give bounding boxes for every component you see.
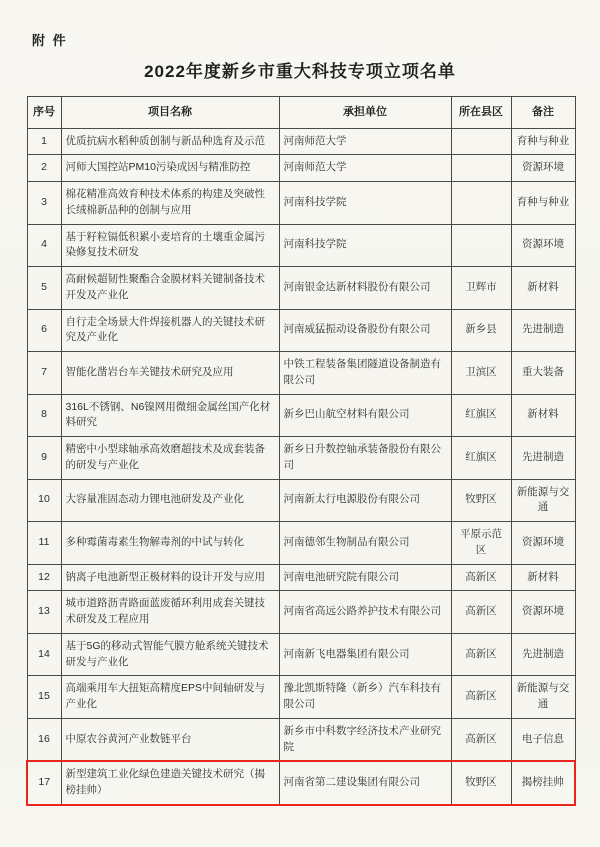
table-row — [27, 437, 575, 480]
project-name: 城市道路沥青路面蓝废循环利用成套关键技术研发及工程应用 — [61, 591, 279, 634]
table-row — [27, 522, 575, 565]
attachment-label: 附 件 — [32, 33, 68, 48]
table-row — [27, 394, 575, 437]
table-row — [27, 676, 575, 719]
district: 高新区 — [451, 633, 511, 676]
table-row — [27, 718, 575, 761]
table-header-row — [27, 97, 575, 129]
project-name: 精密中小型球轴承高效磨超技术及成套装备的研发与产业化 — [61, 437, 279, 480]
table-row — [27, 155, 575, 182]
undertaking-unit: 新乡巴山航空材料有限公司 — [279, 394, 451, 437]
remark: 育种与种业 — [511, 182, 575, 225]
row-number: 13 — [27, 591, 61, 634]
table-row — [27, 591, 575, 634]
table-row — [27, 128, 575, 155]
projects-table — [26, 96, 576, 806]
undertaking-unit: 河南银金达新材料股份有限公司 — [279, 267, 451, 310]
undertaking-unit: 河南新飞电器集团有限公司 — [279, 633, 451, 676]
district: 高新区 — [451, 676, 511, 719]
row-number: 14 — [27, 633, 61, 676]
row-number: 16 — [27, 718, 61, 761]
table-row — [27, 564, 575, 591]
table-row — [27, 352, 575, 395]
undertaking-unit: 新乡市中科数字经济技术产业研究院 — [279, 718, 451, 761]
header-undertaking-unit: 承担单位 — [279, 97, 451, 129]
row-number: 3 — [27, 182, 61, 225]
undertaking-unit: 河南德邻生物制品有限公司 — [279, 522, 451, 565]
row-number: 9 — [27, 437, 61, 480]
remark: 先进制造 — [511, 437, 575, 480]
district: 卫辉市 — [451, 267, 511, 310]
district: 高新区 — [451, 591, 511, 634]
remark: 新材料 — [511, 564, 575, 591]
undertaking-unit: 新乡日升数控轴承装备股份有限公司 — [279, 437, 451, 480]
project-name: 河师大国控站PM10污染成因与精准防控 — [61, 155, 279, 182]
row-number: 4 — [27, 224, 61, 267]
project-name: 钠离子电池新型正极材料的设计开发与应用 — [61, 564, 279, 591]
table-row — [27, 224, 575, 267]
remark: 先进制造 — [511, 633, 575, 676]
table-row — [27, 182, 575, 225]
project-name: 棉花精准高效育种技术体系的构建及突破性长绒棉新品种的创制与应用 — [61, 182, 279, 225]
district: 新乡县 — [451, 309, 511, 352]
remark: 资源环境 — [511, 522, 575, 565]
undertaking-unit: 河南电池研究院有限公司 — [279, 564, 451, 591]
undertaking-unit: 豫北凯斯特隆（新乡）汽车科技有限公司 — [279, 676, 451, 719]
district: 平原示范区 — [451, 522, 511, 565]
undertaking-unit: 河南科技学院 — [279, 224, 451, 267]
row-number: 7 — [27, 352, 61, 395]
project-name: 基于5G的移动式智能气膜方舱系统关键技术研发与产业化 — [61, 633, 279, 676]
project-name: 中原农谷黄河产业数链平台 — [61, 718, 279, 761]
district: 牧野区 — [451, 761, 511, 805]
project-name: 自行走全场景大件焊接机器人的关键技术研究及产业化 — [61, 309, 279, 352]
header-serial-number: 序号 — [27, 97, 61, 129]
undertaking-unit: 河南威猛振动设备股份有限公司 — [279, 309, 451, 352]
project-name: 多种霉菌毒素生物解毒剂的中试与转化 — [61, 522, 279, 565]
district — [451, 224, 511, 267]
remark: 新材料 — [511, 267, 575, 310]
project-name: 基于籽粒镉低积累小麦培育的土壤重金属污染修复技术研发 — [61, 224, 279, 267]
remark: 揭榜挂帅 — [511, 761, 575, 805]
table-row — [27, 309, 575, 352]
remark: 新能源与交通 — [511, 676, 575, 719]
remark: 资源环境 — [511, 155, 575, 182]
remark: 新能源与交通 — [511, 479, 575, 522]
district — [451, 182, 511, 225]
row-number: 12 — [27, 564, 61, 591]
remark: 育种与种业 — [511, 128, 575, 155]
table-row — [27, 479, 575, 522]
district: 牧野区 — [451, 479, 511, 522]
undertaking-unit: 河南省第二建设集团有限公司 — [279, 761, 451, 805]
district: 高新区 — [451, 564, 511, 591]
row-number: 8 — [27, 394, 61, 437]
remark: 先进制造 — [511, 309, 575, 352]
district — [451, 128, 511, 155]
remark: 电子信息 — [511, 718, 575, 761]
table-row — [27, 633, 575, 676]
district: 卫滨区 — [451, 352, 511, 395]
project-name: 智能化凿岩台车关键技术研究及应用 — [61, 352, 279, 395]
remark: 重大装备 — [511, 352, 575, 395]
district: 红旗区 — [451, 437, 511, 480]
undertaking-unit: 河南科技学院 — [279, 182, 451, 225]
row-number: 1 — [27, 128, 61, 155]
row-number: 15 — [27, 676, 61, 719]
undertaking-unit: 河南新太行电源股份有限公司 — [279, 479, 451, 522]
row-number: 2 — [27, 155, 61, 182]
undertaking-unit: 河南师范大学 — [279, 155, 451, 182]
row-number: 17 — [27, 761, 61, 805]
district: 红旗区 — [451, 394, 511, 437]
project-name: 高耐候超韧性聚酯合金膜材料关键制备技术开发及产业化 — [61, 267, 279, 310]
row-number: 6 — [27, 309, 61, 352]
district — [451, 155, 511, 182]
project-name: 优质抗病水稻种质创制与新品种选育及示范 — [61, 128, 279, 155]
undertaking-unit: 中铁工程装备集团隧道设备制造有限公司 — [279, 352, 451, 395]
undertaking-unit: 河南省高远公路养护技术有限公司 — [279, 591, 451, 634]
project-name: 高端乘用车大扭矩高精度EPS中间轴研发与产业化 — [61, 676, 279, 719]
remark: 资源环境 — [511, 224, 575, 267]
table-row — [27, 761, 575, 805]
undertaking-unit: 河南师范大学 — [279, 128, 451, 155]
header-project-name: 项目名称 — [61, 97, 279, 129]
project-name: 316L不锈钢、N6镍网用微细金属丝国产化材料研究 — [61, 394, 279, 437]
remark: 新材料 — [511, 394, 575, 437]
remark: 资源环境 — [511, 591, 575, 634]
table-row — [27, 267, 575, 310]
project-name: 大容量准固态动力锂电池研发及产业化 — [61, 479, 279, 522]
header-remark: 备注 — [511, 97, 575, 129]
document-title: 2022年度新乡市重大科技专项立项名单 — [144, 62, 456, 81]
row-number: 11 — [27, 522, 61, 565]
header-district: 所在县区 — [451, 97, 511, 129]
district: 高新区 — [451, 718, 511, 761]
row-number: 5 — [27, 267, 61, 310]
project-name: 新型建筑工业化绿色建造关键技术研究（揭榜挂帅） — [61, 761, 279, 805]
row-number: 10 — [27, 479, 61, 522]
